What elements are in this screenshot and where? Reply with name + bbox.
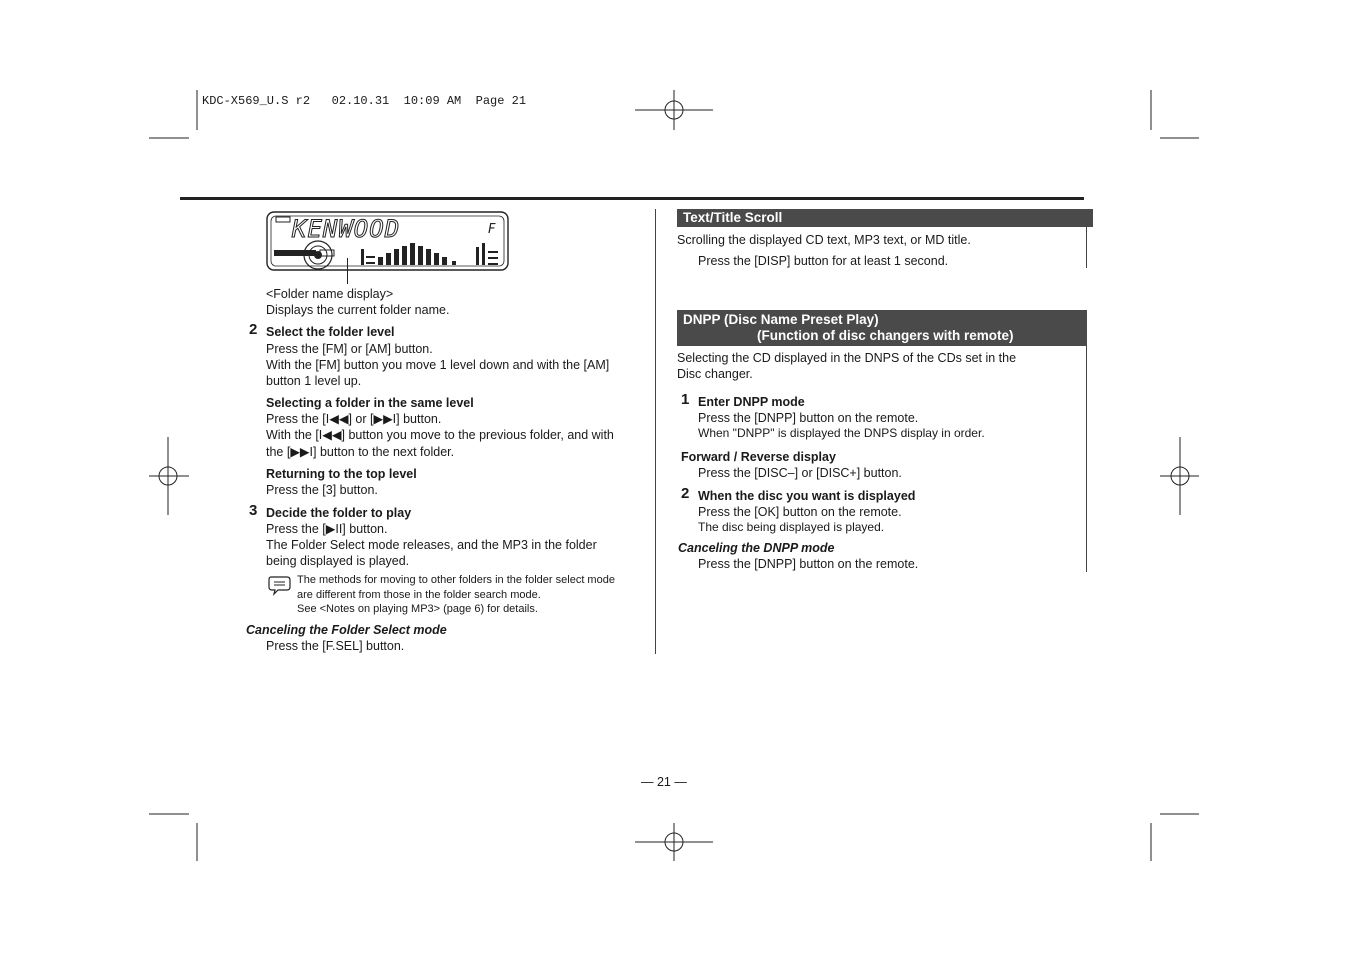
step-text: being displayed is played. (266, 554, 410, 568)
subsection-title: Returning to the top level (266, 467, 417, 481)
step-number: 3 (249, 502, 258, 519)
display-figure (266, 211, 509, 271)
step-text: Press the [▶II] button. (266, 522, 388, 536)
step-text: Press the [FM] or [AM] button. (266, 342, 433, 356)
step-text: The Folder Select mode releases, and the MP3 in the folder (266, 538, 597, 552)
cancel-text: Press the [F.SEL] button. (266, 639, 405, 653)
step-text: When "DNPP" is displayed the DNPS display in order. (698, 426, 985, 440)
page-number: — 21 — (641, 775, 687, 789)
step-number: 2 (681, 485, 690, 502)
step-text: The disc being displayed is played. (698, 520, 885, 534)
section-rule (1086, 346, 1087, 572)
step-number: 1 (681, 391, 690, 408)
subsection-title: Forward / Reverse display (681, 450, 836, 464)
note-text: are different from those in the folder search mode. (297, 589, 541, 601)
section-heading-text: Text/Title Scroll (683, 210, 783, 225)
caption-text: Displays the current folder name. (266, 303, 450, 317)
section-text: Disc changer. (677, 367, 753, 381)
step-title: When the disc you want is displayed (698, 489, 916, 503)
step-title: Enter DNPP mode (698, 395, 805, 409)
subsection-text: Press the [DISC–] or [DISC+] button. (698, 466, 902, 480)
section-rule (1086, 227, 1087, 268)
cancel-text: Press the [DNPP] button on the remote. (698, 557, 919, 571)
display-brand: KENWOOD (292, 215, 401, 243)
subsection-text: Press the [3] button. (266, 483, 378, 497)
print-header: KDC-X569_U.S r2 02.10.31 10:09 AM Page 21 (202, 94, 527, 108)
step-number: 2 (249, 321, 258, 338)
section-text: Selecting the CD displayed in the DNPS of the CDs set in the (677, 351, 1017, 365)
column-divider (655, 209, 656, 654)
cancel-title: Canceling the DNPP mode (678, 541, 835, 555)
cancel-title: Canceling the Folder Select mode (246, 623, 447, 637)
section-text: Scrolling the displayed CD text, MP3 text, or MD title. (677, 233, 971, 247)
subsection-text: Press the [I◀◀] or [▶▶I] button. (266, 412, 442, 426)
section-heading (677, 209, 1093, 227)
callout-line (347, 258, 348, 284)
section-text: Press the [DISP] button for at least 1 second. (698, 254, 949, 268)
step-text: button 1 level up. (266, 374, 362, 388)
section-heading (677, 310, 1087, 346)
note-text: See <Notes on playing MP3> (page 6) for details. (297, 603, 538, 615)
section-heading-text: DNPP (Disc Name Preset Play) (683, 312, 879, 327)
step-text: With the [FM] button you move 1 level down and with the [AM] (266, 358, 610, 372)
step-title: Select the folder level (266, 325, 395, 339)
top-rule (180, 197, 1084, 200)
caption-title: <Folder name display> (266, 287, 394, 301)
note-text: The methods for moving to other folders in the folder select mode (297, 574, 615, 586)
step-title: Decide the folder to play (266, 506, 412, 520)
step-text: Press the [DNPP] button on the remote. (698, 411, 919, 425)
subsection-text: the [▶▶I] button to the next folder. (266, 445, 455, 459)
svg-text:F: F (488, 222, 496, 237)
step-text: Press the [OK] button on the remote. (698, 505, 902, 519)
subsection-text: With the [I◀◀] button you move to the previous folder, and with (266, 428, 614, 442)
subsection-title: Selecting a folder in the same level (266, 396, 474, 410)
note-icon (268, 574, 292, 596)
section-heading-text: (Function of disc changers with remote) (757, 328, 1014, 343)
